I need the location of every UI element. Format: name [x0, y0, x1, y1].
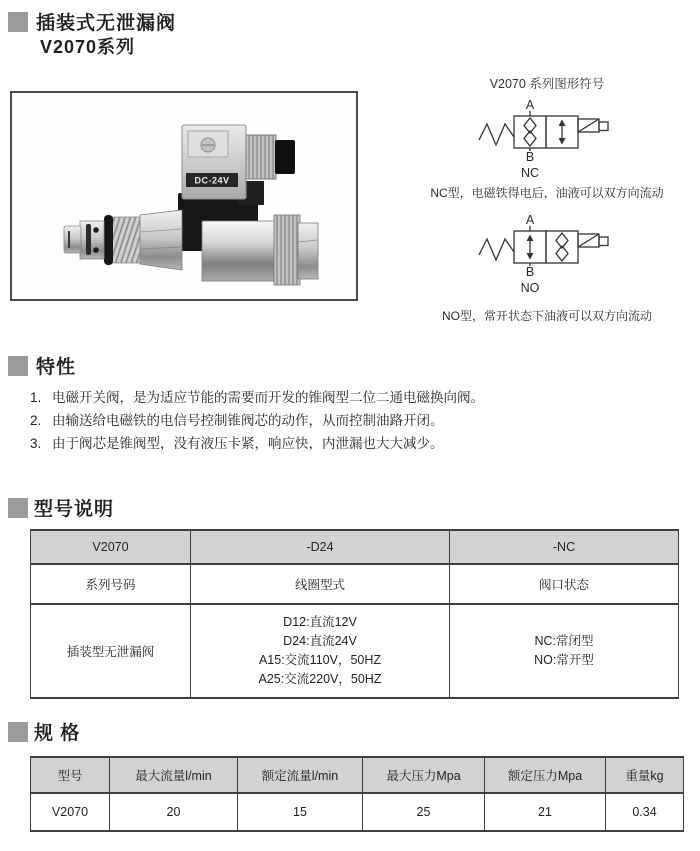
no-port-a-label: A: [525, 213, 535, 227]
symbol-heading: V2070 系列图形符号: [489, 77, 605, 91]
port-option: NC:常闭型: [534, 634, 594, 648]
model-code-cell: V2070: [31, 530, 191, 564]
table-row: [31, 604, 679, 698]
list-item-text: 电磁开关阀，是为适应节能的需要而开发的锥阀型二位二通电磁换向阀。: [52, 390, 484, 405]
page-title: 插装式无泄漏阀: [36, 13, 177, 34]
page-subtitle: V2070系列: [40, 37, 136, 57]
no-description: NO型，常开状态下油液可以双方向流动: [441, 309, 652, 323]
list-item: [30, 432, 670, 455]
spec-value-cell: 15: [238, 793, 363, 831]
symbol-column: [398, 74, 696, 324]
model-heading: 型号说明: [34, 499, 115, 520]
coil-option: D12:直流12V: [283, 615, 357, 629]
spec-header-cell: 最大流量l/min: [110, 757, 238, 793]
port-options-cell: [450, 604, 679, 698]
spec-header-cell: 重量kg: [606, 757, 684, 793]
series-name-cell: 插装型无泄漏阀: [31, 604, 191, 698]
coil-option: D24:直流24V: [283, 634, 357, 648]
coil-option: A15:交流110V，50HZ: [258, 653, 382, 667]
no-valve-symbol-diagram: [452, 213, 642, 297]
model-label-cell: 阀口状态: [450, 564, 679, 604]
table-row: [31, 564, 679, 604]
list-item-number: 1.: [30, 390, 42, 405]
cartridge-thread: [112, 217, 140, 263]
spec-value-cell: 0.34: [606, 793, 684, 831]
hex-nut: [140, 210, 182, 270]
table-row: [31, 793, 684, 831]
table-header-row: [31, 757, 684, 793]
table-row: [31, 530, 679, 564]
specifications-table: [30, 756, 684, 832]
nc-port-b-label: B: [525, 150, 535, 164]
o-ring: [104, 215, 113, 265]
spec-header-cell: 额定流量l/min: [238, 757, 363, 793]
list-item: [30, 386, 670, 409]
nc-port-a-label: A: [525, 98, 535, 112]
product-photo: [12, 93, 356, 299]
spec-value-cell: 25: [363, 793, 485, 831]
nc-description: NC型，电磁铁得电后，油液可以双方向流动: [430, 186, 664, 200]
nc-valve-symbol-diagram: [452, 98, 642, 182]
model-code-cell: -NC: [450, 530, 679, 564]
coil-options-cell: [191, 604, 450, 698]
spec-header-cell: 最大压力Mpa: [363, 757, 485, 793]
features-list: [30, 386, 670, 455]
model-label-cell: 线圈型式: [191, 564, 450, 604]
spec-header-cell: 额定压力Mpa: [485, 757, 606, 793]
list-item-number: 3.: [30, 436, 42, 451]
spec-header-cell: 型号: [31, 757, 110, 793]
nc-state-label: NC: [520, 166, 540, 180]
list-item-text: 由于阀芯是锥阀型，没有液压卡紧，响应快，内泄漏也大大减少。: [52, 436, 444, 451]
spec-value-cell: 21: [485, 793, 606, 831]
no-port-b-label: B: [525, 265, 535, 279]
title-marker-icon: [8, 12, 28, 32]
model-label-cell: 系列号码: [31, 564, 191, 604]
port-option: NO:常开型: [534, 653, 594, 667]
list-item-number: 2.: [30, 413, 42, 428]
model-code-table: [30, 529, 679, 699]
specs-heading: 规 格: [34, 723, 81, 744]
section-marker-icon: [8, 722, 28, 742]
list-item: [30, 409, 670, 432]
coil-voltage-label: DC-24V: [194, 175, 230, 186]
no-state-label: NO: [520, 281, 540, 295]
features-heading: 特性: [36, 357, 77, 378]
model-code-cell: -D24: [191, 530, 450, 564]
cable-gland: [246, 135, 276, 179]
spec-value-cell: V2070: [31, 793, 110, 831]
product-photo-frame: [10, 91, 358, 301]
coil-option: A25:交流220V，50HZ: [258, 672, 382, 686]
list-item-text: 由输送给电磁铁的电信号控制锥阀芯的动作，从而控制油路开闭。: [52, 413, 444, 428]
section-marker-icon: [8, 356, 28, 376]
spec-value-cell: 20: [110, 793, 238, 831]
section-marker-icon: [8, 498, 28, 518]
